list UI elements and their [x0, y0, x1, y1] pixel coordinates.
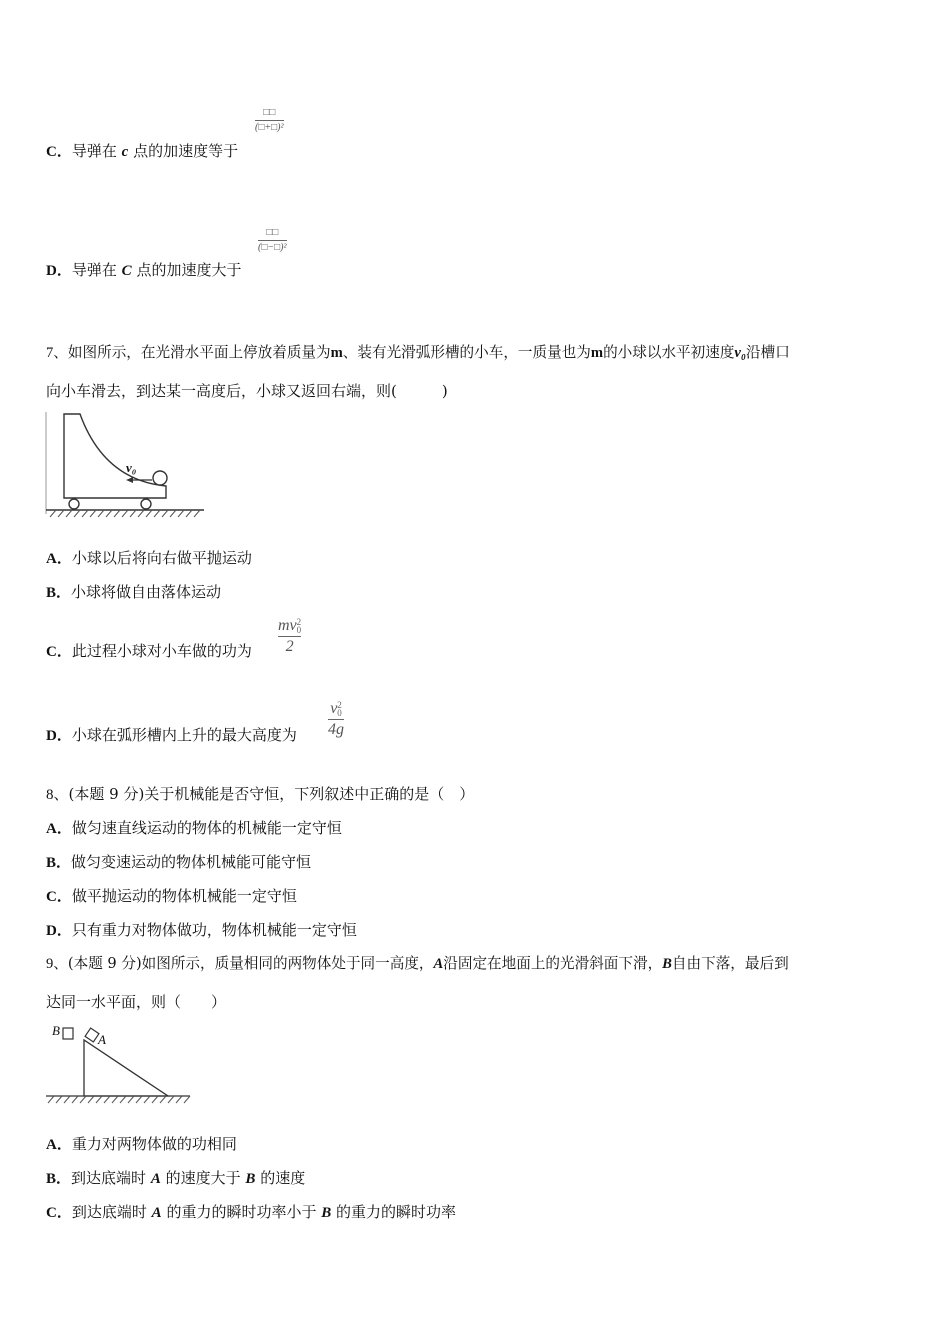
option-text: 的重力的瞬时功率	[336, 1203, 457, 1221]
q8-option-a	[46, 818, 342, 839]
option-text: 此过程小球对小车做的功为	[71, 642, 252, 660]
object-variable: B	[662, 956, 672, 972]
q9-stem-line1	[46, 954, 789, 974]
numerator-sub: 0	[296, 625, 302, 636]
stem-text: (本题 9 分)关于机械能是否守恒，下列叙述中正确的是（ ）	[68, 785, 475, 803]
cart-wheel-left	[69, 499, 79, 509]
option-label: B．	[46, 1171, 72, 1187]
option-label: A．	[46, 551, 72, 567]
numerator-sup: 2	[337, 700, 342, 711]
q6-c-fraction	[255, 108, 284, 133]
option-label: C．	[46, 889, 72, 905]
option-text: 做平抛运动的物体机械能一定守恒	[71, 887, 297, 905]
cart-body	[64, 414, 166, 498]
option-text: 小球将做自由落体运动	[71, 583, 222, 601]
stem-text: 自由下落，最后到	[671, 955, 789, 972]
q9-stem-line2: 达同一水平面，则（ ）	[46, 993, 227, 1011]
ground-hatching	[50, 510, 200, 517]
fraction-bar	[328, 719, 344, 720]
mass-variable: m	[330, 345, 343, 361]
option-text-post: 点的加速度等于	[133, 142, 239, 160]
q9-option-a	[46, 1134, 237, 1155]
mass-variable: m	[590, 345, 604, 361]
fraction-bar	[255, 120, 284, 121]
option-label: C．	[46, 644, 72, 660]
q7-cart-figure	[44, 410, 209, 520]
stem-text: 、装有光滑弧形槽的小车，一质量也为	[342, 344, 591, 361]
numerator-main: v	[330, 700, 338, 717]
fraction-bar	[278, 636, 301, 637]
option-label: D．	[46, 923, 72, 939]
option-text: 的速度	[260, 1169, 306, 1187]
option-label: A．	[46, 1137, 72, 1153]
point-variable: c	[121, 144, 129, 160]
q7-stem-line1	[46, 343, 790, 363]
object-variable: A	[151, 1205, 162, 1221]
option-text: 重力对两物体做的功相同	[71, 1135, 237, 1153]
q7-option-d	[46, 725, 297, 746]
option-label: D．	[46, 728, 72, 744]
block-b-label: B	[52, 1023, 60, 1038]
block-b	[63, 1028, 73, 1039]
block-a	[85, 1028, 99, 1042]
fraction-numerator: □□	[263, 107, 276, 118]
option-text-pre: 导弹在	[71, 142, 117, 160]
q7-c-fraction	[278, 618, 301, 655]
fraction-numerator	[330, 701, 342, 717]
q7-option-c	[46, 641, 252, 662]
fraction-denominator: (□+□)²	[255, 122, 284, 133]
q6-option-c	[46, 141, 238, 162]
fraction-denominator: 4g	[328, 721, 344, 739]
q8-option-c	[46, 886, 297, 907]
option-label: B．	[46, 585, 72, 601]
option-label: D．	[46, 263, 72, 279]
object-variable: B	[245, 1171, 256, 1187]
ball	[153, 471, 167, 485]
numerator-sub: 0	[337, 708, 342, 719]
option-text: 小球以后将向右做平抛运动	[71, 549, 252, 567]
q6-option-d	[46, 260, 241, 281]
option-text-post: 点的加速度大于	[136, 261, 242, 279]
option-text: 做匀速直线运动的物体的机械能一定守恒	[71, 819, 342, 837]
question-number: 7、	[46, 345, 68, 361]
object-variable: A	[150, 1171, 161, 1187]
q7-option-a	[46, 548, 252, 569]
block-a-label: A	[98, 1032, 106, 1047]
cart-wheel-right	[141, 499, 151, 509]
option-label: C．	[46, 1205, 72, 1221]
velocity-variable: v₀	[734, 345, 746, 361]
q7-stem-line2: 向小车滑去，到达某一高度后，小球又返回右端，则( )	[46, 382, 448, 400]
option-text: 到达底端时	[71, 1203, 147, 1221]
stem-text: 沿固定在地面上的光滑斜面下滑，	[443, 955, 663, 972]
point-variable: C	[121, 263, 132, 279]
object-variable: A	[433, 956, 444, 972]
question-number: 8、	[46, 787, 69, 803]
q8-option-b	[46, 852, 311, 873]
q8-option-d	[46, 920, 357, 941]
q6-d-fraction	[258, 228, 287, 253]
q7-option-b	[46, 582, 221, 603]
fraction-numerator: □□	[266, 227, 279, 238]
q9-incline-figure	[44, 1020, 194, 1108]
option-label: B．	[46, 855, 72, 871]
option-text: 到达底端时	[71, 1169, 147, 1187]
option-label: A．	[46, 821, 72, 837]
stem-text: 的小球以水平初速度	[603, 344, 735, 361]
incline	[84, 1040, 168, 1096]
numerator-main: mv	[278, 617, 297, 634]
fraction-denominator: (□−□)²	[258, 242, 287, 253]
stem-text: 如图所示，在光滑水平面上停放着质量为	[67, 344, 331, 361]
option-text: 的重力的瞬时功率小于	[166, 1203, 317, 1221]
object-variable: B	[321, 1205, 332, 1221]
q8-stem	[46, 784, 474, 805]
stem-text: (本题 9 分)如图所示，质量相同的两物体处于同一高度，	[67, 955, 434, 972]
option-text: 的速度大于	[165, 1169, 241, 1187]
option-label: C．	[46, 144, 72, 160]
stem-text: 沿槽口	[746, 344, 790, 361]
fraction-denominator: 2	[285, 638, 294, 656]
option-text: 小球在弧形槽内上升的最大高度为	[71, 726, 297, 744]
velocity-label: v₀	[126, 460, 137, 475]
option-text-pre: 导弹在	[71, 261, 117, 279]
q9-option-b	[46, 1168, 305, 1189]
q7-d-fraction	[328, 701, 344, 738]
fraction-numerator	[278, 618, 301, 634]
ground-hatching	[48, 1096, 190, 1103]
option-text: 做匀变速运动的物体机械能可能守恒	[71, 853, 312, 871]
numerator-sup: 2	[296, 617, 302, 628]
question-number: 9、	[46, 956, 68, 972]
fraction-bar	[258, 240, 287, 241]
option-text: 只有重力对物体做功，物体机械能一定守恒	[71, 921, 357, 939]
q9-option-c	[46, 1202, 456, 1223]
